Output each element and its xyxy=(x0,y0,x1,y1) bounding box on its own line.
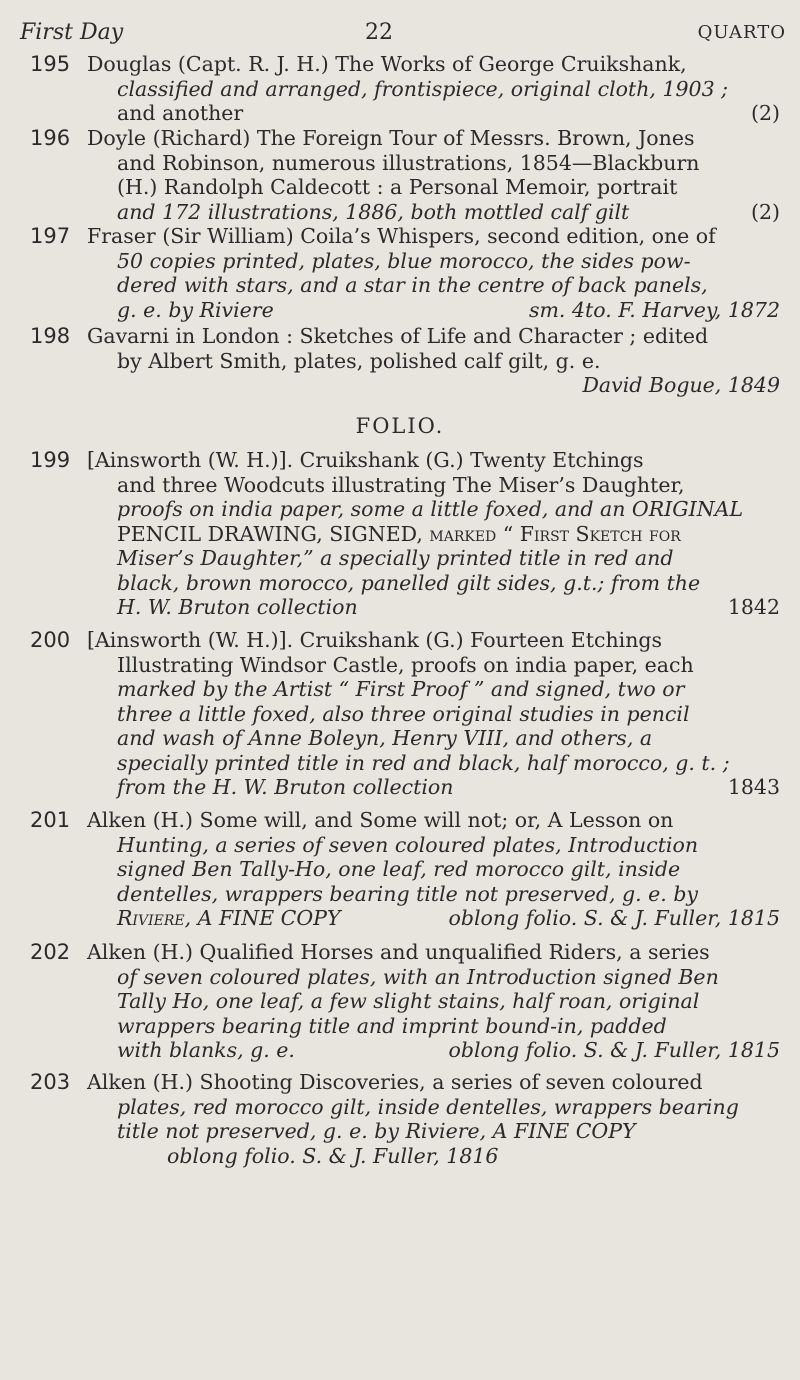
lot-line: g. e. by Riviere xyxy=(117,297,274,322)
lot-line: Douglas (Capt. R. J. H.) The Works of George Cruikshank, xyxy=(87,52,687,76)
lot-imprint: oblong folio. S. & J. Fuller, 1816 xyxy=(167,1143,499,1168)
lot-line: Alken (H.) Shooting Discoveries, a series of seven coloured xyxy=(87,1070,703,1094)
lot-line: and 172 illustrations, 1886, both mottled calf gilt xyxy=(117,199,630,224)
lot-line: of seven coloured plates, with an Introduction signed Ben xyxy=(117,964,719,989)
page-number: 22 xyxy=(365,20,393,45)
lot-number: 201 xyxy=(30,808,71,832)
lot-line: three a little foxed, also three original studies in pencil xyxy=(117,701,690,726)
lot-line: title not preserved, g. e. by Riviere, A FINE COPY xyxy=(117,1119,636,1143)
lot-entry xyxy=(30,324,782,398)
lot-number: 203 xyxy=(30,1070,71,1094)
lot-number: 198 xyxy=(30,324,71,348)
lot-entry xyxy=(30,448,782,620)
lot-line: Fraser (Sir William) Coila’s Whispers, second edition, one of xyxy=(87,224,716,248)
lot-line xyxy=(87,101,782,126)
lot-line: Hunting, a series of seven coloured plates, Introduction xyxy=(117,832,699,857)
lot-date: 1843 xyxy=(727,775,780,799)
lot-line: and three Woodcuts illustrating The Miser’s Daughter, xyxy=(117,472,685,497)
lot-description xyxy=(87,628,782,800)
lot-line: Illustrating Windsor Castle, proofs on india paper, each xyxy=(117,652,694,677)
lot-line: 50 copies printed, plates, blue morocco, the sides pow- xyxy=(117,248,691,273)
lot-line: dered with stars, and a star in the centre of back panels, xyxy=(117,273,708,297)
lot-number: 202 xyxy=(30,940,71,964)
lot-line: and Robinson, numerous illustrations, 1854—Blackburn xyxy=(117,150,700,175)
lot-line xyxy=(87,595,782,620)
lot-line: and another xyxy=(117,101,244,125)
lot-line: Doyle (Richard) The Foreign Tour of Messrs. Brown, Jones xyxy=(87,126,695,150)
lot-line: Riviere, A FINE COPY xyxy=(117,906,341,930)
lot-line xyxy=(87,298,782,323)
lot-entry xyxy=(30,52,782,126)
lot-line: from the H. W. Bruton collection xyxy=(117,775,454,799)
lot-entry xyxy=(30,628,782,800)
lot-imprint: oblong folio. S. & J. Fuller, 1815 xyxy=(448,906,780,930)
lot-imprint: sm. 4to. F. Harvey, 1872 xyxy=(528,297,780,322)
section-heading: FOLIO. xyxy=(355,414,445,438)
lot-entry xyxy=(30,1070,782,1168)
lot-line: dentelles, wrappers bearing title not preserved, g. e. by xyxy=(117,881,699,906)
page-header xyxy=(20,20,786,50)
lot-entry xyxy=(30,224,782,322)
lot-quantity: (2) xyxy=(750,101,780,125)
lot-line: wrappers bearing title and imprint bound-in, padded xyxy=(117,1013,667,1038)
header-format: QUARTO xyxy=(697,22,786,43)
lot-line: Alken (H.) Qualified Horses and unqualified Riders, a series xyxy=(87,940,710,964)
lot-number: 199 xyxy=(30,448,71,472)
lot-number: 200 xyxy=(30,628,71,652)
lot-description xyxy=(87,1070,782,1168)
lot-description xyxy=(87,126,782,224)
lot-line: plates, red morocco gilt, inside dentelles, wrappers bearing xyxy=(117,1094,739,1119)
lot-line: [Ainsworth (W. H.)]. Cruikshank (G.) Fourteen Etchings xyxy=(87,628,663,652)
lot-line: H. W. Bruton collection xyxy=(117,595,358,619)
lot-line: (H.) Randolph Caldecott : a Personal Memoir, portrait xyxy=(117,175,678,199)
lot-line xyxy=(87,906,782,931)
header-day: First Day xyxy=(20,20,124,45)
lot-line: classified and arranged, frontispiece, original cloth, 1903 ; xyxy=(117,76,729,101)
lot-line: [Ainsworth (W. H.)]. Cruikshank (G.) Twenty Etchings xyxy=(87,448,644,472)
lot-line: Gavarni in London : Sketches of Life and Character ; edited xyxy=(87,324,709,348)
lot-line: marked by the Artist “ First Proof ” and signed, two or xyxy=(117,677,685,701)
lot-entry xyxy=(30,808,782,931)
lot-number: 196 xyxy=(30,126,71,150)
lot-description xyxy=(87,224,782,322)
lot-line: and wash of Anne Boleyn, Henry VIII, and others, a xyxy=(117,726,653,750)
lot-line: signed Ben Tally-Ho, one leaf, red morocco gilt, inside xyxy=(117,857,681,881)
lot-description xyxy=(87,448,782,620)
lot-imprint: David Bogue, 1849 xyxy=(582,373,780,397)
lot-line: Alken (H.) Some will, and Some will not; or, A Lesson on xyxy=(87,808,674,832)
lot-description xyxy=(87,52,782,126)
lot-line xyxy=(87,200,782,225)
lot-line: proofs on india paper, some a little foxed, and an ORIGINAL xyxy=(117,497,744,521)
lot-quantity: (2) xyxy=(750,199,780,224)
lot-line: by Albert Smith, plates, polished calf gilt, g. e. xyxy=(117,348,601,373)
lot-line: specially printed title in red and black, half morocco, g. t. ; xyxy=(117,750,730,775)
lot-entry xyxy=(30,940,782,1063)
lot-number: 197 xyxy=(30,224,71,248)
lot-date: 1842 xyxy=(727,595,780,619)
lot-description xyxy=(87,808,782,931)
lot-description xyxy=(87,324,782,398)
lot-line: Miser’s Daughter,” a specially printed title in red and xyxy=(117,546,674,570)
lot-line: with blanks, g. e. xyxy=(117,1038,295,1062)
lot-line: PENCIL DRAWING, SIGNED, marked “ First Sketch for xyxy=(117,521,681,546)
lot-imprint: oblong folio. S. & J. Fuller, 1815 xyxy=(448,1038,780,1062)
lot-line: Tally Ho, one leaf, a few slight stains, half roan, original xyxy=(117,989,700,1013)
lot-line xyxy=(87,775,782,800)
lot-line xyxy=(87,1038,782,1063)
lot-line: black, brown morocco, panelled gilt sides, g.t.; from the xyxy=(117,570,701,595)
lot-description xyxy=(87,940,782,1063)
lot-number: 195 xyxy=(30,52,71,76)
lot-entry xyxy=(30,126,782,224)
